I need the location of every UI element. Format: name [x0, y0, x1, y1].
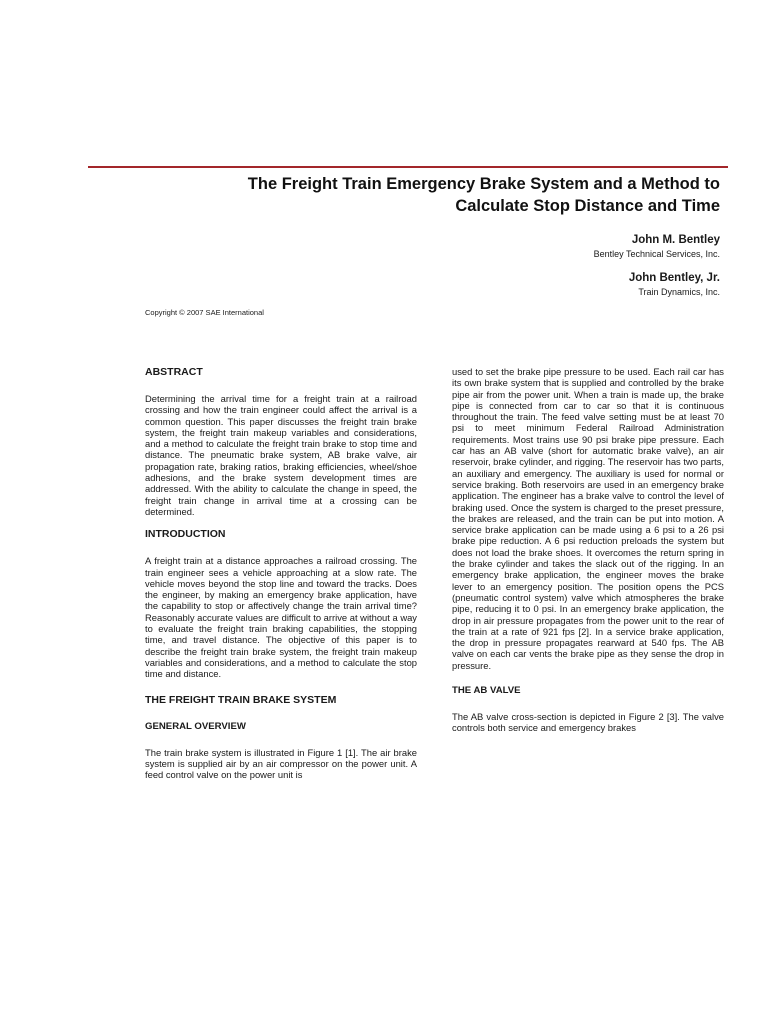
author-block-1 [594, 233, 720, 260]
copyright-notice: Copyright © 2007 SAE International [145, 308, 264, 317]
author-name: John Bentley, Jr. [628, 272, 720, 284]
paper-title [140, 173, 720, 217]
brake-system-continuation-text: used to set the brake pipe pressure to be used. Each rail car has its own brake system that is supplied and controlled by the brake pipe air from the power unit. When a train is made up, the brake pipe is connected from car to car so that it is continuous throughout the train. The feed valve setting must be at least 70 psi to meet minimum Federal Railroad Administration requirements. Most trains use 90 psi brake pipe pressure. Each car has an AB valve (short for automatic brake valve), an air reservoir, brake cylinder, and rigging. The reservoir has two parts, an auxiliary and emergency. The auxiliary is used for normal or service braking. Both reservoirs are used in an emergency brake application. The engineer has a brake valve to control the level of braking used. Once the system is charged to the preset pressure, the brakes are released, and the train can be put into motion. A service brake application can be made using a 6 psi to a 26 psi brake pipe reduction. A 6 psi reduction preloads the system but does not load the brake shoes. It overcomes the return spring in the brake cylinder and takes the slack out of the rigging. In an emergency brake application, the engineer moves the brake lever to an emergency position. The position opens the PCS (pneumatic control system) valve which atmospheres the brake pipe, reducing it to 0 psi. In an emergency brake application, the drop in air pressure propagates from the power unit to the rear of the train at a rate of 921 fps [2]. In a service brake application, the drop in pressure propagates rearward at 540 fps. The AB valve on each car vents the brake pipe as they sense the drop in pressure. [452, 366, 724, 671]
author-affiliation: Bentley Technical Services, Inc. [593, 249, 720, 259]
title-line-1: The Freight Train Emergency Brake System and a Method to [247, 175, 720, 193]
brake-system-heading: THE FREIGHT TRAIN BRAKE SYSTEM [145, 693, 337, 706]
author-name: John M. Bentley [631, 234, 720, 246]
ab-valve-heading: THE AB VALVE [452, 685, 521, 697]
author-affiliation: Train Dynamics, Inc. [638, 287, 720, 297]
general-overview-text: The train brake system is illustrated in Figure 1 [1]. The air brake system is supplied air by an air compressor on the power unit. A feed control valve on the power unit is [145, 746, 417, 781]
title-line-2: Calculate Stop Distance and Time [455, 197, 720, 215]
left-column [145, 366, 417, 791]
general-overview-heading: GENERAL OVERVIEW [145, 720, 246, 732]
introduction-text: A freight train at a distance approaches a railroad crossing. The train engineer sees a vehicle approaching at a slow rate. The vehicle moves beyond the stop line and toward the tracks. Does the engineer, by making an emergency brake application, have the capability to stop or affectively change the train arrival time? Reasonably accurate values are difficult to arrive at without a way to evaluate the freight train braking capabilities, the stopping time, and travel distance. The objective of this paper is to describe the freight train brake system, the freight train makeup variables and considerations, and a method to calculate the stop time and distance. [145, 555, 417, 680]
introduction-heading: INTRODUCTION [145, 528, 226, 541]
ab-valve-text: The AB valve cross-section is depicted in Figure 2 [3]. The valve controls both service and emergency brakes [452, 711, 724, 734]
abstract-text: Determining the arrival time for a freight train at a railroad crossing and how the train engineer could affect the arrival is a common question. This paper discusses the freight train brake system, the freight train makeup variables and considerations, and a method to calculate the freight train brake to stop time and distance. The pneumatic brake system, AB brake valve, air propagation rate, braking ratios, braking efficiencies, wheel/shoe adhesions, and the brake system development times are addressed. With the ability to calculate the change in speed, the freight train change in arrival time at a crossing can be determined. [145, 393, 417, 517]
author-block-2 [629, 271, 720, 298]
right-column [452, 366, 724, 745]
title-rule [88, 166, 728, 168]
abstract-heading: ABSTRACT [145, 366, 203, 378]
